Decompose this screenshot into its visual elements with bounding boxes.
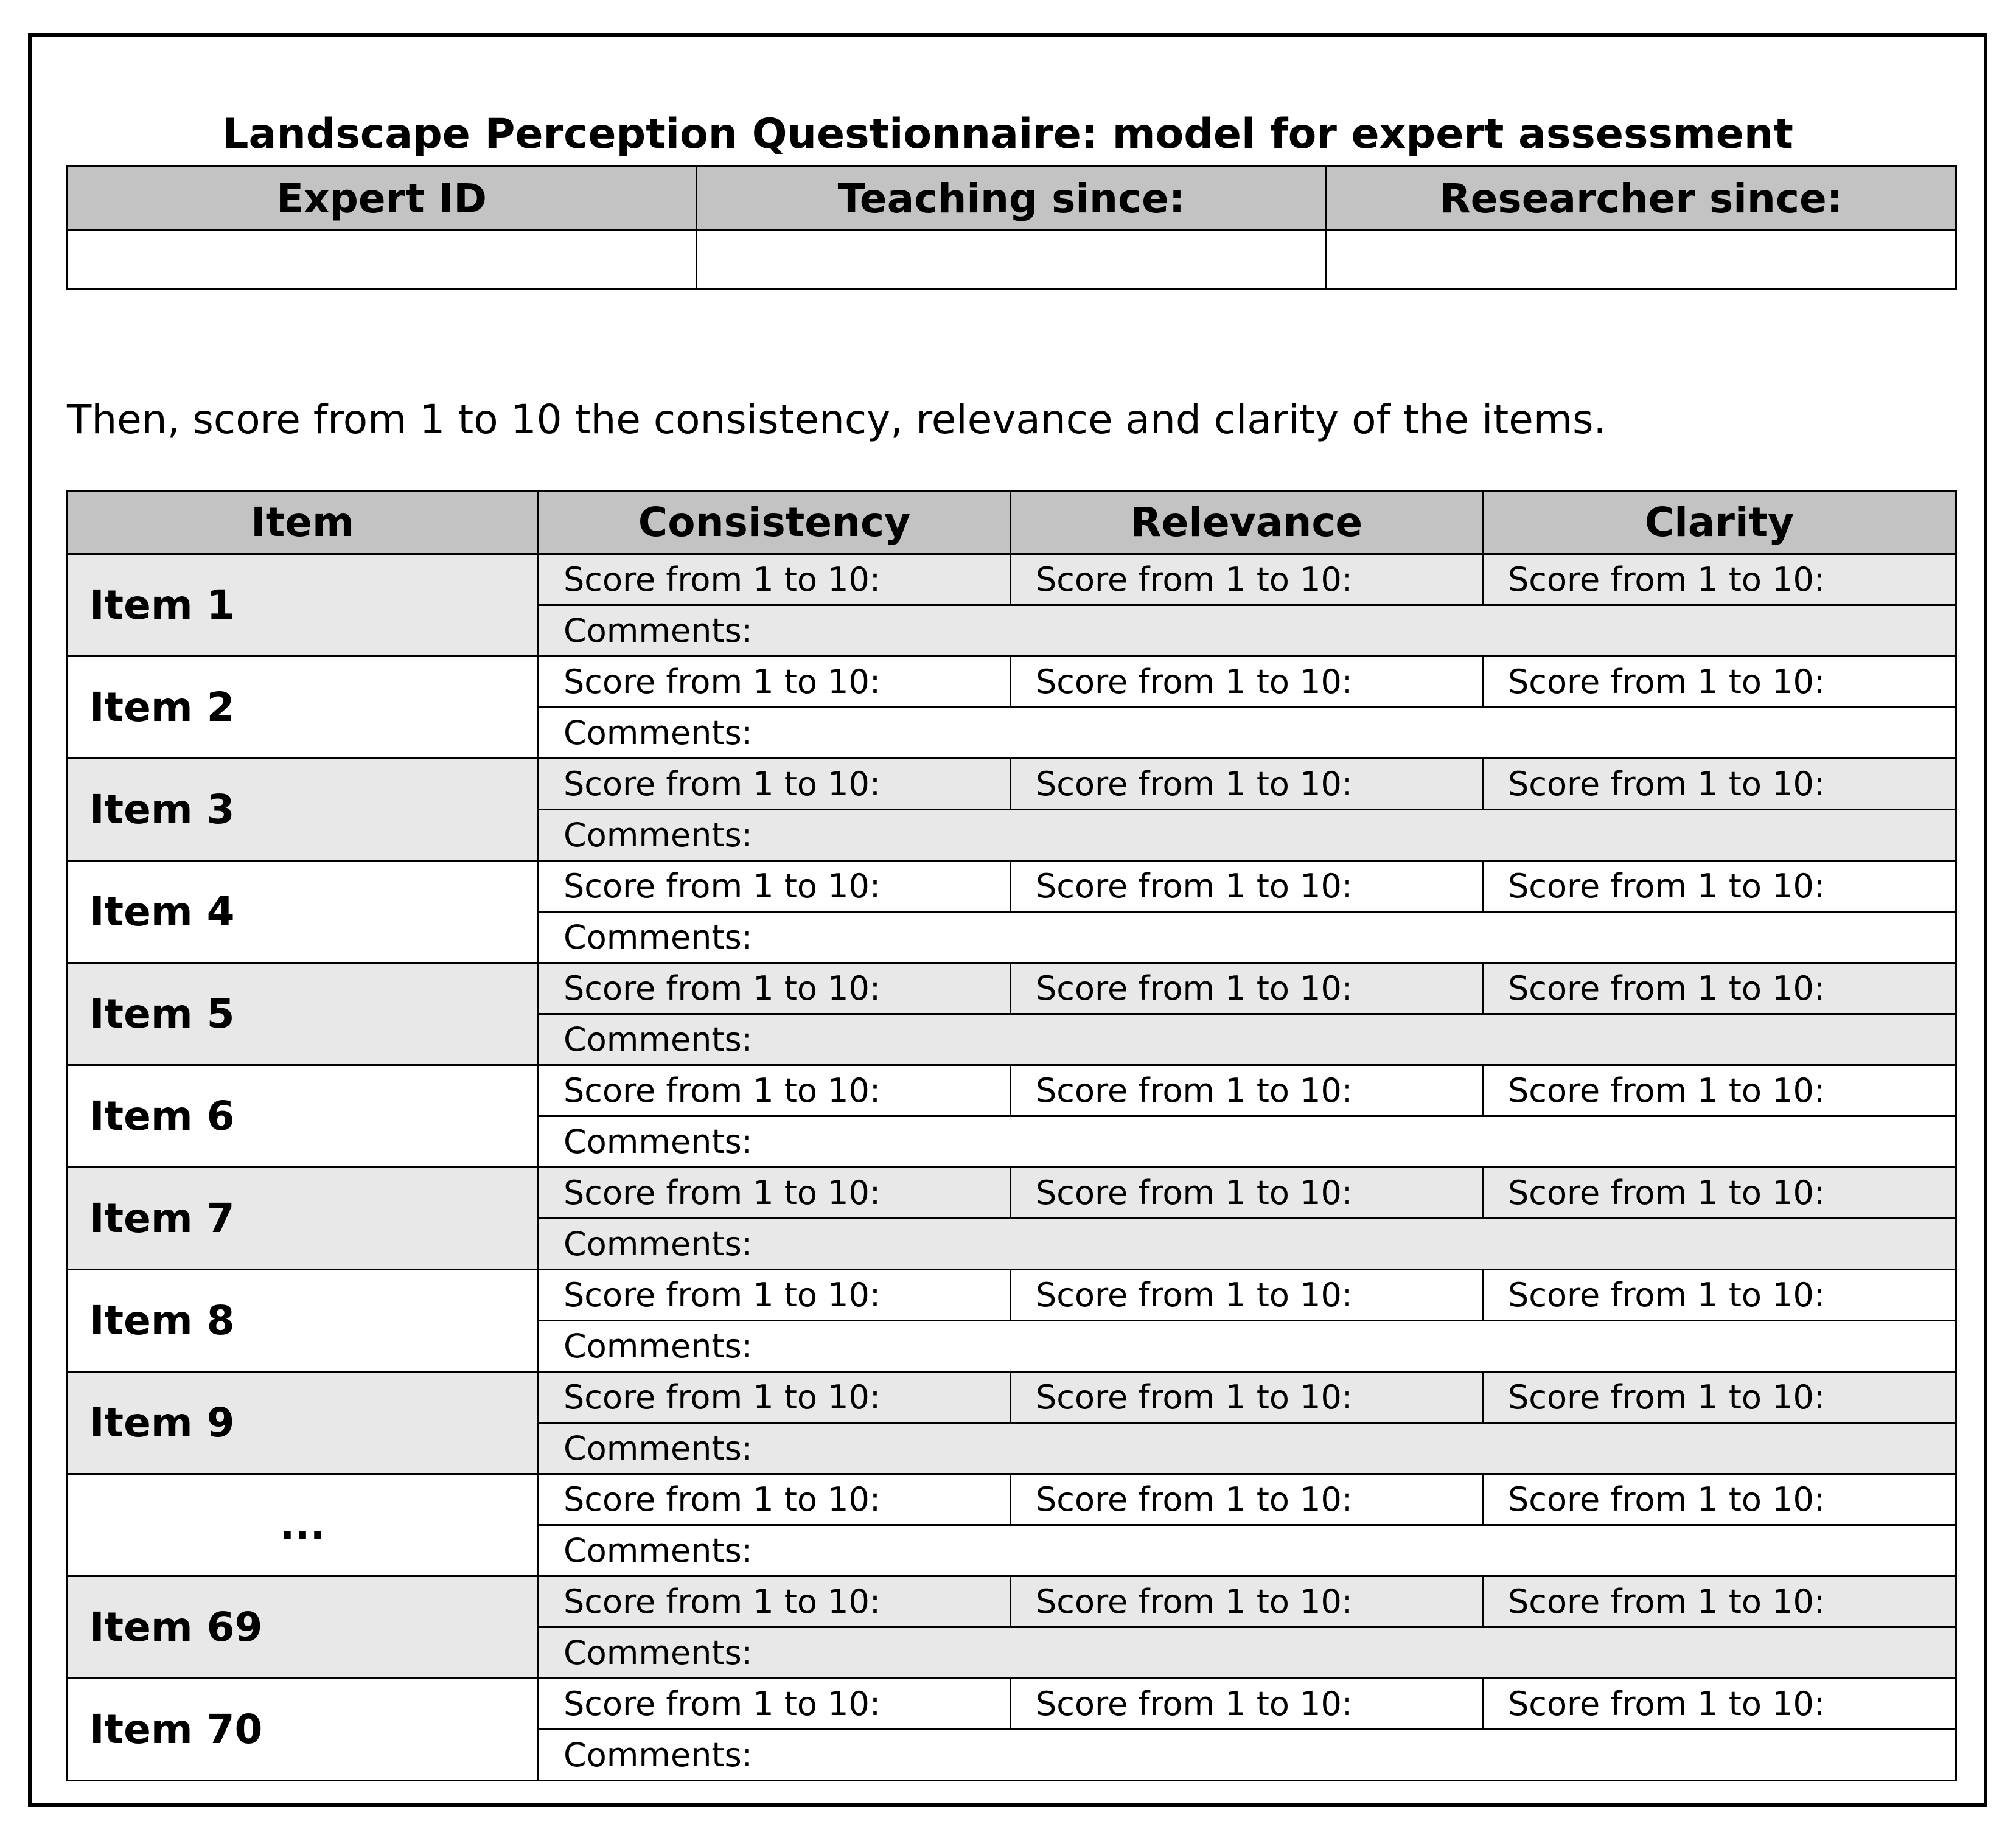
table-row xyxy=(67,1065,1956,1116)
relevance-score-field[interactable]: Score from 1 to 10: xyxy=(1011,759,1483,810)
relevance-score-field[interactable]: Score from 1 to 10: xyxy=(1011,554,1483,605)
table-row xyxy=(67,1679,1956,1730)
relevance-score-field[interactable]: Score from 1 to 10: xyxy=(1011,1679,1483,1730)
item-name: Item 6 xyxy=(67,1065,539,1168)
comments-field[interactable]: Comments: xyxy=(539,1525,1956,1576)
item-header: Item xyxy=(67,491,539,554)
table-row xyxy=(67,1474,1956,1525)
comments-field[interactable]: Comments: xyxy=(539,605,1956,656)
consistency-score-field[interactable]: Score from 1 to 10: xyxy=(539,861,1011,912)
clarity-score-field[interactable]: Score from 1 to 10: xyxy=(1483,1168,1956,1219)
consistency-score-field[interactable]: Score from 1 to 10: xyxy=(539,1474,1011,1525)
consistency-score-field[interactable]: Score from 1 to 10: xyxy=(539,1576,1011,1627)
researcher-since-header: Researcher since: xyxy=(1327,167,1956,231)
relevance-score-field[interactable]: Score from 1 to 10: xyxy=(1011,1372,1483,1423)
items-body xyxy=(67,554,1956,1781)
clarity-score-field[interactable]: Score from 1 to 10: xyxy=(1483,759,1956,810)
item-name: Item 2 xyxy=(67,656,539,759)
table-row xyxy=(67,554,1956,605)
item-name: Item 70 xyxy=(67,1679,539,1781)
relevance-header: Relevance xyxy=(1011,491,1483,554)
instruction-text: Then, score from 1 to 10 the consistency, relevance and clarity of the items. xyxy=(67,396,1606,443)
comments-field[interactable]: Comments: xyxy=(539,810,1956,861)
item-name: Item 4 xyxy=(67,861,539,963)
relevance-score-field[interactable]: Score from 1 to 10: xyxy=(1011,861,1483,912)
clarity-score-field[interactable]: Score from 1 to 10: xyxy=(1483,1679,1956,1730)
item-name: Item 3 xyxy=(67,759,539,861)
item-name: Item 8 xyxy=(67,1270,539,1372)
table-row xyxy=(67,861,1956,912)
comments-field[interactable]: Comments: xyxy=(539,912,1956,963)
items-table xyxy=(66,490,1957,1781)
consistency-score-field[interactable]: Score from 1 to 10: xyxy=(539,1065,1011,1116)
relevance-score-field[interactable]: Score from 1 to 10: xyxy=(1011,1270,1483,1321)
item-name: Item 9 xyxy=(67,1372,539,1474)
relevance-score-field[interactable]: Score from 1 to 10: xyxy=(1011,1168,1483,1219)
clarity-score-field[interactable]: Score from 1 to 10: xyxy=(1483,963,1956,1014)
item-name: ... xyxy=(67,1474,539,1576)
table-row xyxy=(67,759,1956,810)
item-name: Item 69 xyxy=(67,1576,539,1679)
clarity-score-field[interactable]: Score from 1 to 10: xyxy=(1483,861,1956,912)
consistency-score-field[interactable]: Score from 1 to 10: xyxy=(539,1168,1011,1219)
comments-field[interactable]: Comments: xyxy=(539,1116,1956,1168)
clarity-score-field[interactable]: Score from 1 to 10: xyxy=(1483,656,1956,708)
table-row xyxy=(67,656,1956,708)
clarity-score-field[interactable]: Score from 1 to 10: xyxy=(1483,1474,1956,1525)
relevance-score-field[interactable]: Score from 1 to 10: xyxy=(1011,1065,1483,1116)
consistency-score-field[interactable]: Score from 1 to 10: xyxy=(539,963,1011,1014)
comments-field[interactable]: Comments: xyxy=(539,1321,1956,1372)
clarity-score-field[interactable]: Score from 1 to 10: xyxy=(1483,1065,1956,1116)
comments-field[interactable]: Comments: xyxy=(539,1730,1956,1781)
expert-info-table xyxy=(66,165,1957,290)
expert-id-header: Expert ID xyxy=(67,167,697,231)
table-row xyxy=(67,1270,1956,1321)
item-name: Item 5 xyxy=(67,963,539,1065)
consistency-score-field[interactable]: Score from 1 to 10: xyxy=(539,656,1011,708)
consistency-score-field[interactable]: Score from 1 to 10: xyxy=(539,1679,1011,1730)
page-title: Landscape Perception Questionnaire: model for expert assessment xyxy=(222,110,1793,158)
consistency-score-field[interactable]: Score from 1 to 10: xyxy=(539,1270,1011,1321)
researcher-since-field[interactable] xyxy=(1327,231,1956,290)
table-row xyxy=(67,963,1956,1014)
clarity-score-field[interactable]: Score from 1 to 10: xyxy=(1483,554,1956,605)
comments-field[interactable]: Comments: xyxy=(539,1014,1956,1065)
relevance-score-field[interactable]: Score from 1 to 10: xyxy=(1011,1576,1483,1627)
consistency-score-field[interactable]: Score from 1 to 10: xyxy=(539,554,1011,605)
clarity-score-field[interactable]: Score from 1 to 10: xyxy=(1483,1576,1956,1627)
table-row xyxy=(67,1372,1956,1423)
consistency-score-field[interactable]: Score from 1 to 10: xyxy=(539,1372,1011,1423)
table-row xyxy=(67,1576,1956,1627)
relevance-score-field[interactable]: Score from 1 to 10: xyxy=(1011,1474,1483,1525)
item-name: Item 7 xyxy=(67,1168,539,1270)
relevance-score-field[interactable]: Score from 1 to 10: xyxy=(1011,963,1483,1014)
table-row xyxy=(67,1168,1956,1219)
clarity-score-field[interactable]: Score from 1 to 10: xyxy=(1483,1372,1956,1423)
item-name: Item 1 xyxy=(67,554,539,656)
comments-field[interactable]: Comments: xyxy=(539,1423,1956,1474)
relevance-score-field[interactable]: Score from 1 to 10: xyxy=(1011,656,1483,708)
consistency-score-field[interactable]: Score from 1 to 10: xyxy=(539,759,1011,810)
teaching-since-header: Teaching since: xyxy=(697,167,1327,231)
comments-field[interactable]: Comments: xyxy=(539,708,1956,759)
clarity-header: Clarity xyxy=(1483,491,1956,554)
expert-id-field[interactable] xyxy=(67,231,697,290)
comments-field[interactable]: Comments: xyxy=(539,1627,1956,1679)
comments-field[interactable]: Comments: xyxy=(539,1219,1956,1270)
teaching-since-field[interactable] xyxy=(697,231,1327,290)
consistency-header: Consistency xyxy=(539,491,1011,554)
clarity-score-field[interactable]: Score from 1 to 10: xyxy=(1483,1270,1956,1321)
